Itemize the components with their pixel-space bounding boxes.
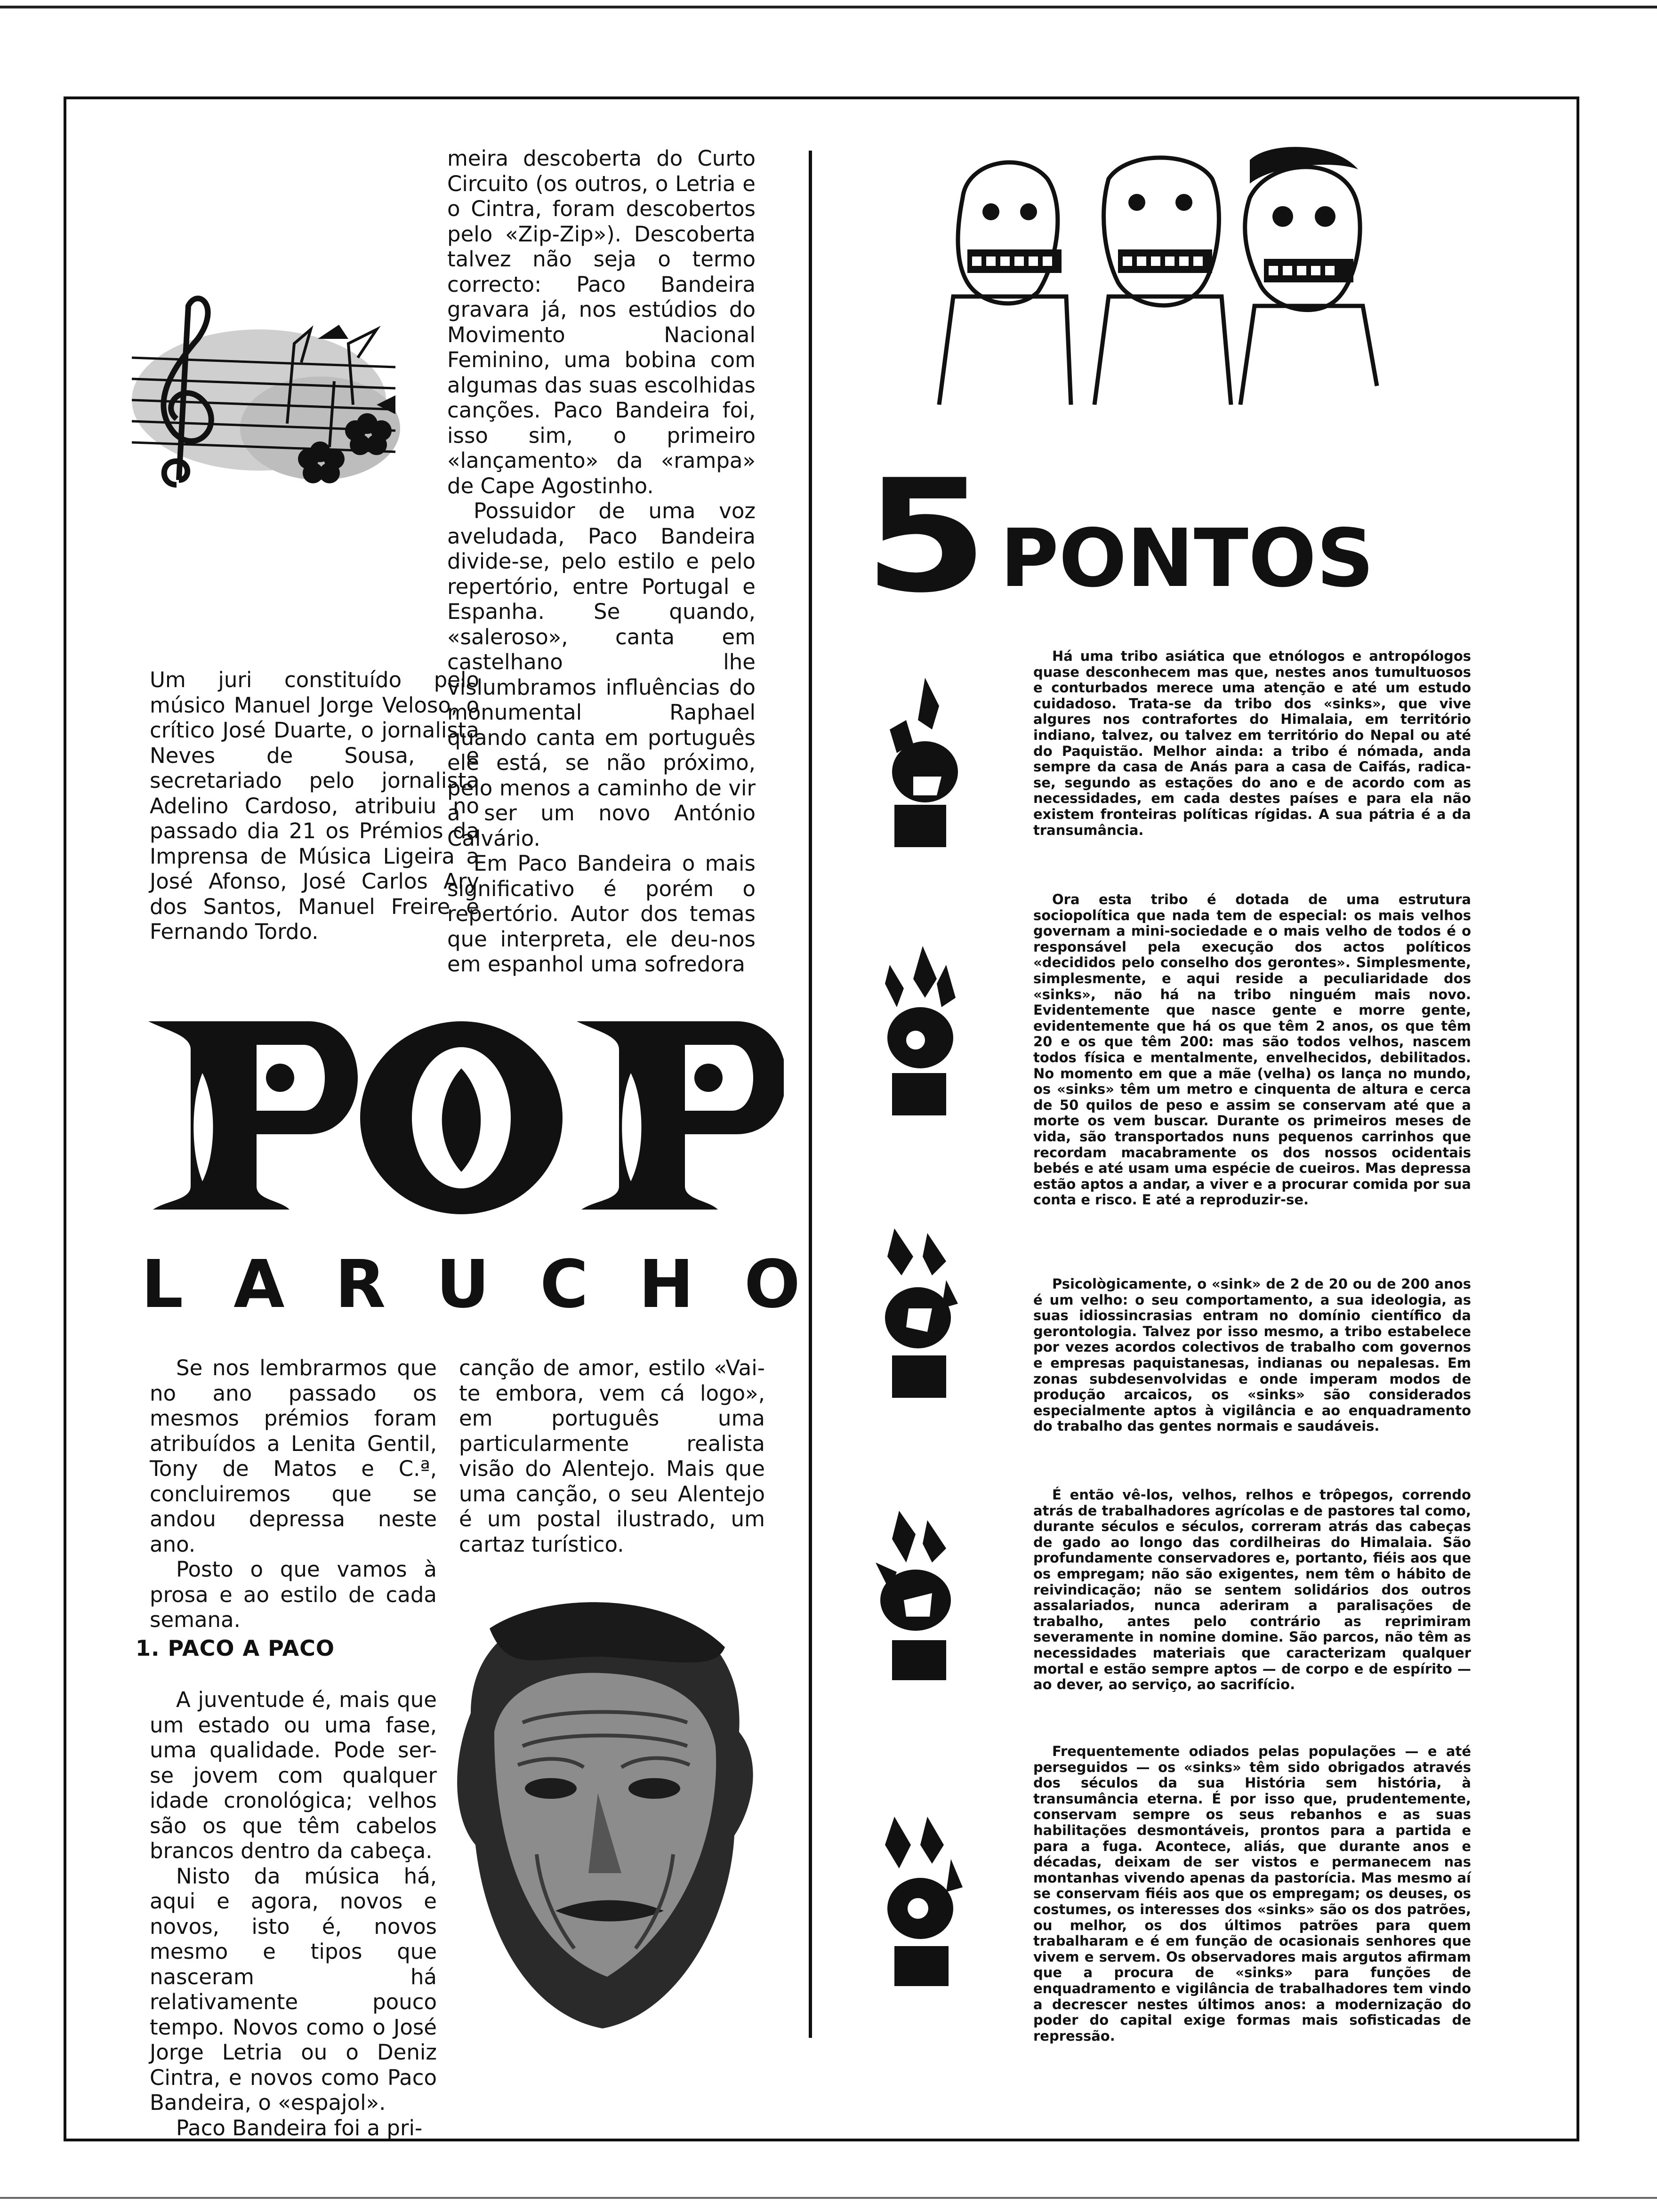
hand-icon: [880, 678, 960, 847]
point-3-text: Psicològicamente, o «sink» de 2 de 20 ou de 200 anos é um velho: o seu comportamento, a sua ideologia, as suas idiossincrasias entram no domínio científico da gerontologia. Talvez por isso mesmo, a tribo estabelece por vezes acordos colectivos de trabalho com governos e empresas paquistanesas, indianas ou nepalesas. Em zonas subdesenvolvidas e onde imperam modos de produção arcaicos, os «sinks» são considerados especialmente aptos à vigilância e ao enquadramento do trabalho das gentes normais e saudáveis.: [1033, 1276, 1471, 1435]
point-2-text: Ora esta tribo é dotada de uma estrutura sociopolítica que nada tem de especial: os mais velhos governam a mini-sociedade e o mais velho de todos é o responsável pela execução dos actos políticos «decididos pelo conselho dos gerontes». Simplesmente, simplesmente, e aqui reside a peculiaridade dos «sinks», não há na tribo ninguém mais novo. Evidentemente que nasce gente e morre gente, evidentemente que há os que têm 2 anos, os que têm 20 e os que têm 200: mas são todos velhos, nascem todos física e mentalmente, envelhecidos, debilitados. No momento em que a mãe (velha) os lança no mundo, os «sinks» têm um metro e cinquenta de altura e cerca de 50 quilos de peso e assim se conservam até que a morte os vem buscar. Durante os primeiros meses de vida, são transportados nuns pequenos carrinhos que recordam macabramente os dos nossos ocidentais bebés e até usam uma espécie de cueiros. Mas depressa estão aptos a andar, a viver e a procurar comida por sua conta e risco. E até a reproduzir-se.: [1033, 891, 1471, 1208]
point-1: [1033, 649, 1471, 838]
point-5: [1033, 1744, 1471, 2044]
larucho-title: [141, 1247, 800, 1322]
column-divider: [809, 151, 812, 2038]
section-paragraph-1: A juventude é, mais que um estado ou uma fase, uma qualidade. Pode ser-se jovem com qualquer idade cronológica; velhos são os que têm cabelos brancos dentro da cabeça.: [150, 1687, 437, 1863]
larucho-letter: R: [335, 1246, 386, 1323]
intro-paragraph: [150, 667, 479, 945]
portrait-photo: [433, 1591, 772, 2043]
lower-middle-column: [459, 1355, 765, 1557]
larucho-letter: C: [540, 1246, 588, 1323]
point-2: [1033, 892, 1471, 1208]
section-body: [150, 1687, 437, 2140]
point-4: [1033, 1487, 1471, 1693]
lower-left-column: [150, 1355, 437, 1633]
point-1-text: Há uma tribo asiática que etnólogos e antropólogos quase desconhecem mas que, nestes anos tumultuosos e conturbados merece uma atenção e até um estudo cuidadoso. Trata-se da tribo dos «sinks», que vive algures nos contrafortes do Himalaia, em território indiano, talvez, ou talvez em território do Nepal ou até do Paquistão. Melhor ainda: a tribo é nómada, anda sempre da casa de Anás para a casa de Caifás, radica-se, segundo as estações do ano e de acordo com as necessidades, em cada destes países e para ela não existem fronteiras políticas rígidas. A sua pátria é a da transumância.: [1033, 648, 1471, 838]
larucho-letter: O: [744, 1246, 800, 1323]
point-3: [1033, 1276, 1471, 1435]
bottom-rule: [0, 2197, 1657, 2199]
mid-paragraph-2: Possuidor de uma voz aveludada, Paco Bandeira divide-se, pelo estilo e pelo repertório, entre Portugal e Espanha. Se quando, «saleroso», canta em castelhano lhe vislumbramos influências do monumental Raphael quando canta em português ele está, se não próximo, pelo menos a caminho de vir a ser um novo António Calvário.: [447, 498, 756, 851]
section-paragraph-2: Nisto da música há, aqui e agora, novos e novos, isto é, novos mesmo e tipos que nasceram há relativamente pouco tempo. Novos como o José Jorge Letria ou o Deniz Cintra, e novos como Paco Bandeira, o «espajol».: [150, 1863, 437, 2115]
hand-icon: [880, 946, 960, 1115]
pontos-word: PONTOS: [1000, 512, 1374, 605]
larucho-letter: H: [638, 1246, 694, 1323]
section-paragraph-3: Paco Bandeira foi a pri-: [176, 2115, 423, 2140]
larucho-letter: A: [233, 1246, 285, 1323]
five-number: 5: [864, 446, 989, 627]
mid-paragraph-3: Em Paco Bandeira o mais significativo é porém o repertório. Autor dos temas que interpreta, ele deu-nos em espanhol uma sofredora: [447, 851, 756, 977]
five-pontos-title: [864, 446, 1438, 627]
top-rule: [0, 6, 1657, 8]
hand-icon: [871, 1511, 960, 1680]
mid-paragraph-1: meira descoberta do Curto Circuito (os outros, o Letria e o Cintra, foram descobertos pelo «Zip-Zip»). Descoberta talvez não seja o termo correcto: Paco Bandeira gravara já, nos estúdios do Movimento Nacional Feminino, uma bobina com algumas das suas escolhidas canções. Paco Bandeira foi, isso sim, o primeiro «lançamento» da «rampa» de Cape Agostinho.: [447, 146, 756, 498]
point-4-text: É então vê-los, velhos, relhos e trôpegos, correndo atrás de trabalhadores agrícolas e de pastores tal como, durante séculos e séculos, correram atrás das cabeças de gado ao longo das cordilheiras do Himalaia. São profundamente conservadores e, portanto, fiéis aos que os empregam; não são exigentes, nem têm o hábito de reivindicação; não se sentem solidários dos outros assalariados, nunca aderiram a paralisações de trabalho, antes pelo contrário as reprimiram severamente in nomine domine. São parcos, não têm as necessidades materiais que caracterizam qualquer mortal e estão sempre aptos — de corpo e de espírito — ao dever, ao serviço, ao sacrifício.: [1033, 1487, 1471, 1693]
intro-text: Um juri constituído pelo músico Manuel Jorge Veloso, o crítico José Duarte, o jornalista Neves de Sousa, e secretariado pelo jornalista Adelino Cardoso, atribuiu no passado dia 21 os Prémios da Imprensa de Música Ligeira a José Afonso, José Carlos Ary dos Santos, Manuel Freire e Fernando Tordo.: [150, 667, 479, 944]
pop-title: [139, 1012, 784, 1228]
section-heading: 1. PACO A PACO: [136, 1635, 335, 1661]
hand-icon: [880, 1228, 960, 1398]
middle-column-text: [447, 146, 756, 977]
larucho-letter: U: [436, 1246, 490, 1323]
point-5-text: Frequentemente odiados pelas populações — e até perseguidos — os «sinks» têm sido obrigados através dos séculos da sua História sem história, à transumância eterna. É por isso que, prudentemente, conservam sempre os seus rebanhos e as suas habilitações desmontáveis, prontos para a partida e para a fuga. Acontece, aliás, que durante anos e décadas, deixam de ser vistos e permanecem nas montanhas vivendo apenas da pastorícia. Mas mesmo aí se conservam fiéis aos que os empregam; os deuses, os costumes, os interesses dos «sinks» são os dos patrões, ou melhor, os dos últimos patrões para quem trabalharam e é em função de ocasionais senhores que vivem e servem. Os observadores mais argutos afirmam que a procura de «sinks» para funções de enquadramento e vigilância de trabalhadores tem vindo a decrescer nestes últimos anos: a modernização do poder do capital exige formas mais sofisticadas de repressão.: [1033, 1743, 1471, 2044]
lower-left-paragraph-2: Posto o que vamos à prosa e ao estilo de cada semana.: [150, 1557, 437, 1632]
larucho-letter: L: [141, 1246, 184, 1323]
lower-left-paragraph-1: Se nos lembrarmos que no ano passado os mesmos prémios foram atribuídos a Lenita Gentil, Tony de Matos e C.ª, concluiremos que se andou depressa neste ano.: [150, 1355, 437, 1557]
harmonica-players-illustration: [911, 141, 1400, 405]
music-staff-illustration: [132, 287, 410, 504]
lower-middle-paragraph: canção de amor, estilo «Vai-te embora, vem cá logo», em português uma particularmente realista visão do Alentejo. Mais que uma canção, o seu Alentejo é um postal ilustrado, um cartaz turístico.: [459, 1355, 765, 1557]
hand-icon: [880, 1817, 965, 1986]
